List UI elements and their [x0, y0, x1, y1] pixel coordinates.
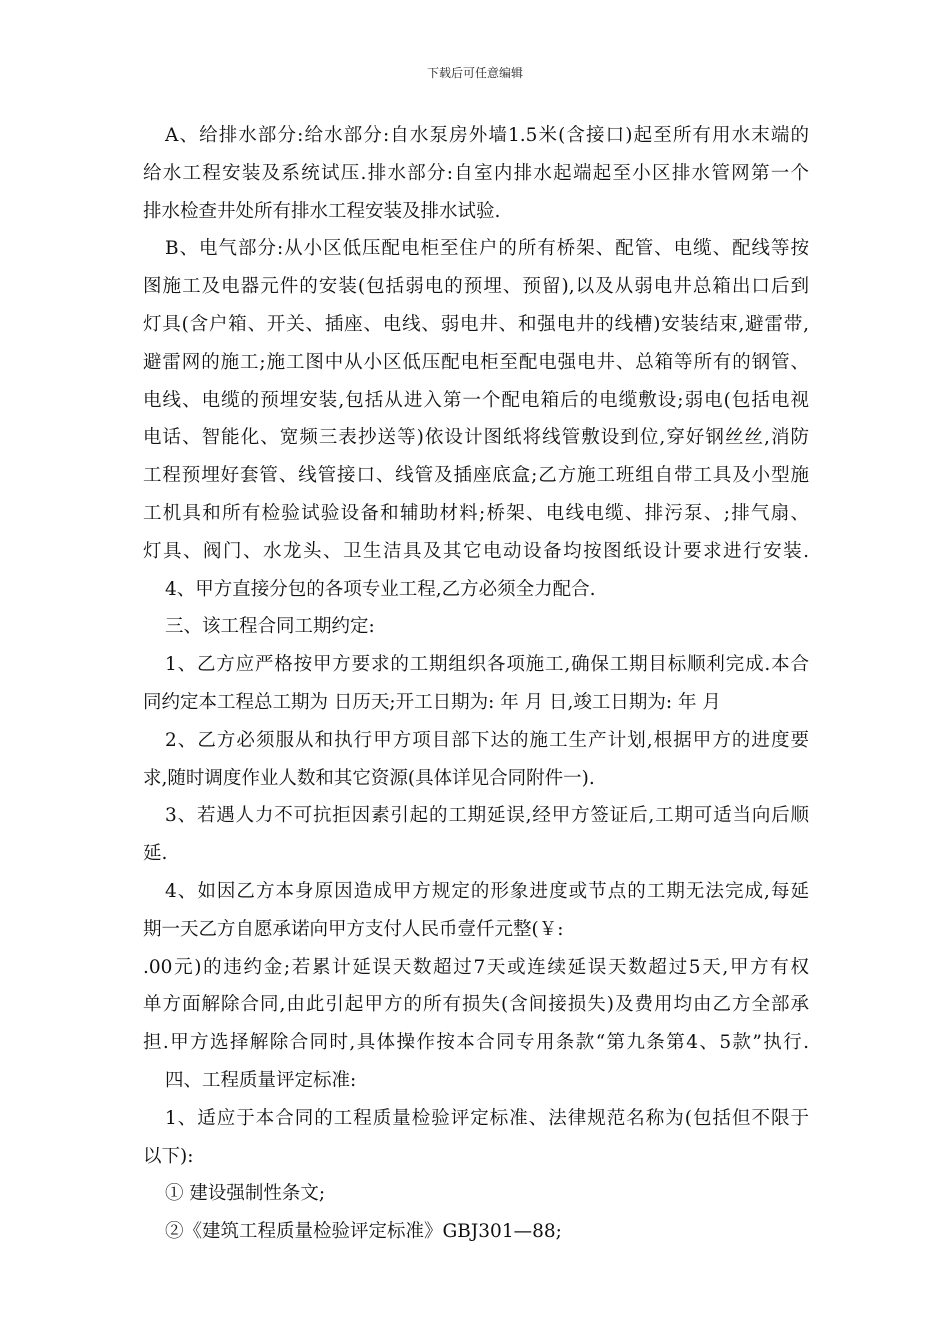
text-line: 图施工及电器元件的安装(包括弱电的预埋、预留),以及从弱电井总箱出口后到 [143, 276, 809, 298]
text-line: 工机具和所有检验试验设备和辅助材料;桥架、电线电缆、排污泵、;排气扇、 [143, 502, 809, 524]
text-line: A、给排水部分:给水部分:自水泵房外墙1.5米(含接口)起至所有用水末端的 [165, 125, 809, 146]
text-line: 2、乙方必须服从和执行甲方项目部下达的施工生产计划,根据甲方的进度要 [165, 729, 809, 751]
text-line: ②《建筑工程质量检验评定标准》GBJ301—88; [165, 1221, 562, 1243]
text-line: 工程预埋好套管、线管接口、线管及插座底盒;乙方施工班组自带工具及小型施 [143, 465, 809, 487]
text-line: 电话、智能化、宽频三表抄送等)依设计图纸将线管敷设到位,穿好钢丝丝,消防 [143, 427, 809, 449]
page-header: 下载后可任意编辑 [426, 66, 523, 80]
text-line: 单方面解除合同,由此引起甲方的所有损失(含间接损失)及费用均由乙方全部承 [143, 994, 809, 1016]
text-line: 排水检查井处所有排水工程安装及排水试验. [143, 200, 501, 222]
text-line: 三、该工程合同工期约定: [165, 616, 375, 638]
text-line: 1、适应于本合同的工程质量检验评定标准、法律规范名称为(包括但不限于 [165, 1107, 809, 1129]
text-line: 电线、电缆的预埋安装,包括从进入第一个配电箱后的电缆敷设;弱电(包括电视 [143, 389, 809, 411]
text-line: 4、甲方直接分包的各项专业工程,乙方必须全力配合. [165, 578, 596, 600]
text-line: 4、如因乙方本身原因造成甲方规定的形象进度或节点的工期无法完成,每延 [165, 880, 809, 902]
text-line: 1、乙方应严格按甲方要求的工期组织各项施工,确保工期目标顺利完成.本合 [165, 654, 809, 676]
text-line: ① 建设强制性条文; [165, 1183, 326, 1205]
text-line: 四、工程质量评定标准: [165, 1069, 357, 1091]
text-line: 灯具(含户箱、开关、插座、电线、弱电井、和强电井的线槽)安装结束,避雷带, [143, 313, 809, 335]
text-line: 担.甲方选择解除合同时,具体操作按本合同专用条款“第九条第4、5款”执行. [143, 1032, 809, 1054]
text-line: 同约定本工程总工期为 日历天;开工日期为: 年 月 日,竣工日期为: 年 月 [143, 691, 721, 713]
text-line: .00元)的违约金;若累计延误天数超过7天或连续延误天数超过5天,甲方有权 [143, 956, 809, 978]
text-line: 期一天乙方自愿承诺向甲方支付人民币壹仟元整(￥: [143, 918, 564, 940]
text-line: 3、若遇人力不可抗拒因素引起的工期延误,经甲方签证后,工期可适当向后顺 [165, 805, 809, 827]
text-line: 避雷网的施工;施工图中从小区低压配电柜至配电强电井、总箱等所有的钢管、 [143, 351, 809, 373]
text-line: 灯具、阀门、水龙头、卫生洁具及其它电动设备均按图纸设计要求进行安装. [143, 540, 809, 562]
text-line: 延. [143, 843, 168, 865]
text-line: B、电气部分:从小区低压配电柜至住户的所有桥架、配管、电缆、配线等按 [165, 238, 809, 260]
text-line: 给水工程安装及系统试压.排水部分:自室内排水起端起至小区排水管网第一个 [143, 162, 809, 184]
text-line: 求,随时调度作业人数和其它资源(具体详见合同附件一). [143, 767, 595, 789]
text-line: 以下): [143, 1145, 194, 1167]
document-body [143, 117, 809, 1251]
